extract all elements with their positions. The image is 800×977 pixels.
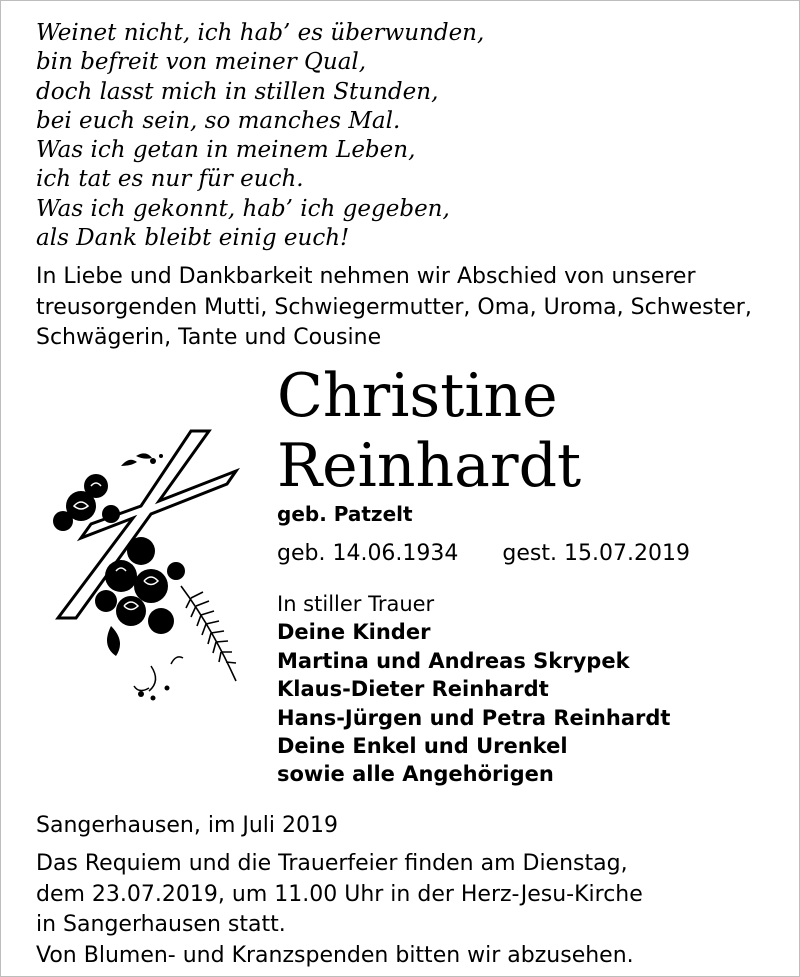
birth-date: geb. 14.06.1934 bbox=[277, 541, 459, 566]
service-info-line: Von Blumen- und Kranzspenden bitten wir abzusehen. bbox=[36, 942, 634, 968]
poem bbox=[36, 19, 484, 253]
intro-line: treusorgenden Mutti, Schwiegermutter, Oma, Uroma, Schwester, bbox=[36, 294, 752, 320]
place-and-date: Sangerhausen, im Juli 2019 bbox=[36, 813, 339, 838]
mourner-line: Hans-Jürgen und Petra Reinhardt bbox=[277, 705, 671, 730]
mourners bbox=[277, 590, 670, 789]
mourner-line: Deine Enkel und Urenkel bbox=[277, 734, 568, 759]
cross-with-roses-icon bbox=[41, 426, 246, 711]
poem-line: Was ich getan in meinem Leben, bbox=[36, 137, 416, 164]
intro-line: Schwägerin, Tante und Cousine bbox=[36, 325, 382, 350]
maiden-name: geb. Patzelt bbox=[277, 502, 413, 526]
mourner-line: Deine Kinder bbox=[277, 620, 431, 645]
service-info-line: in Sangerhausen statt. bbox=[36, 912, 286, 937]
poem-line: Was ich gekonnt, hab’ ich gegeben, bbox=[36, 195, 450, 222]
service-info bbox=[36, 849, 643, 971]
poem-line: doch lasst mich in stillen Stunden, bbox=[36, 78, 439, 105]
service-info-line: dem 23.07.2019, um 11.00 Uhr in der Herz-Jesu-Kirche bbox=[36, 881, 643, 907]
poem-line: Weinet nicht, ich hab’ es überwunden, bbox=[36, 20, 485, 46]
mourner-line: Klaus-Dieter Reinhardt bbox=[277, 677, 549, 702]
deceased-last-name: Reinhardt bbox=[277, 431, 582, 501]
intro-line: In Liebe und Dankbarkeit nehmen wir Abschied von unserer bbox=[36, 264, 696, 289]
intro-text bbox=[36, 262, 776, 354]
deceased-first-name: Christine bbox=[277, 361, 558, 431]
service-info-line: Das Requiem und die Trauerfeier finden am Dienstag, bbox=[36, 851, 628, 876]
poem-line: bin befreit von meiner Qual, bbox=[36, 49, 367, 76]
deceased-name bbox=[277, 361, 581, 501]
poem-line: als Dank bleibt einig euch! bbox=[36, 225, 350, 252]
poem-line: bei euch sein, so manches Mal. bbox=[36, 107, 401, 134]
mourners-heading: In stiller Trauer bbox=[277, 592, 435, 616]
poem-line: ich tat es nur für euch. bbox=[36, 166, 304, 193]
death-date: gest. 15.07.2019 bbox=[502, 541, 690, 566]
mourner-line: sowie alle Angehörigen bbox=[277, 762, 554, 787]
mourner-line: Martina und Andreas Skrypek bbox=[277, 648, 630, 673]
life-dates bbox=[277, 541, 690, 566]
